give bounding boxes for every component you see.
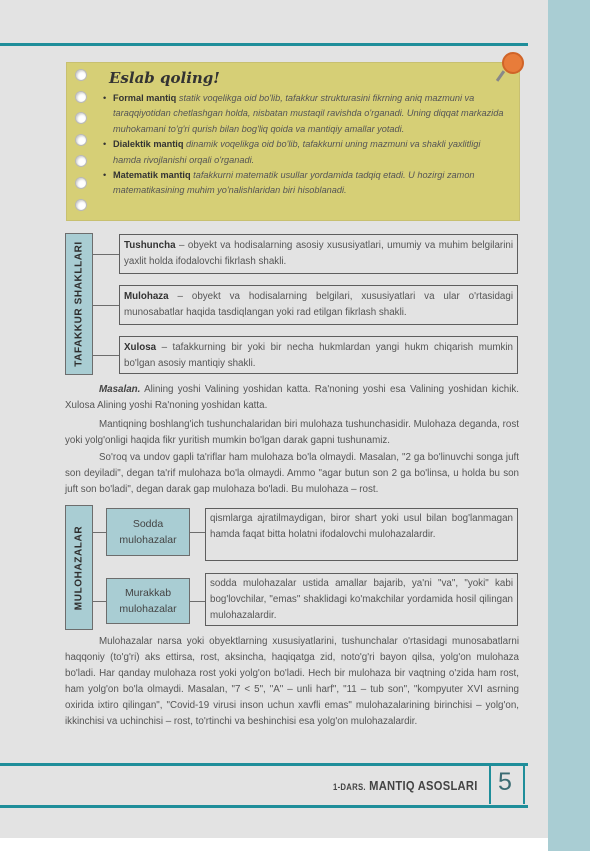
- lesson-title: [333, 778, 478, 793]
- definition-term: Xulosa: [124, 342, 157, 353]
- page-number: 5: [498, 768, 512, 796]
- connector-line: [190, 532, 205, 533]
- note-title: Eslab qoling!: [109, 69, 220, 87]
- connector-line: [93, 254, 119, 255]
- murakkab-mulohazalar-chip: Murakkab mulohazalar: [106, 578, 190, 624]
- connector-line: [93, 305, 119, 306]
- right-margin-bar: [548, 0, 590, 851]
- body-paragraph: Mantiqning boshlang'ich tushunchalaridan biri mulohaza tushunchasidir. Mulohaza deganda, rost yoki yolg'onligi haqida fikr yuritish mumkin bo'lgan darak gapni tushunamiz.: [65, 419, 519, 446]
- definition-tushuncha: [119, 234, 518, 274]
- note-item-text: dinamik voqelikga oid bo'lib, tafakkurni uning mazmuni va shakli yaxlitligi hamda rivojlanishi orqali o'rganadi.: [113, 139, 481, 165]
- definition-text: – tafakkurning bir yoki bir necha hukmlardan yangi hukm chiqarish mumkin bo'lgan asosiy mantiqiy shakli.: [124, 342, 513, 369]
- connector-line: [93, 601, 106, 602]
- example-paragraph: [65, 382, 519, 414]
- ring-icon: [75, 112, 87, 124]
- note-item-term: Matematik mantiq: [113, 170, 191, 181]
- ring-icon: [75, 134, 87, 146]
- example-text: Alining yoshi Valining yoshidan katta. Ra'noning yoshi esa Valining yoshidan kichik. Xulosa Alining yoshi Ra'noning yoshidan katta.: [65, 384, 519, 411]
- lesson-prefix: 1-DARS.: [333, 782, 366, 792]
- footer-rule-bottom: [0, 805, 528, 808]
- ring-icon: [75, 199, 87, 211]
- note-item-term: Formal mantiq: [113, 93, 177, 103]
- bottom-strip: [0, 838, 548, 851]
- definition-xulosa: [119, 336, 518, 374]
- sodda-mulohazalar-description: qismlarga ajratilmaydigan, biror shart yoki usul bilan bog'lanmagan hamda faqat bitta holatni ifodalovchi mulohazalardir.: [205, 508, 518, 561]
- murakkab-mulohazalar-description: sodda mulohazalar ustida amallar bajarib, ya'ni "va", "yoki" kabi bog'lovchilar, "emas" shaklidagi ko'makchilar yordamida hosil qilingan mulohazalardir.: [205, 573, 518, 626]
- example-lead: Masalan.: [99, 384, 141, 395]
- ring-icon: [75, 91, 87, 103]
- remember-note: [66, 62, 520, 221]
- ring-icon: [75, 177, 87, 189]
- note-item-text: statik voqelikga oid bo'lib, tafakkur strukturasini fikrning aniq mazmuni va taraqqiyotidan chetlashgan holda, nisbatan mustaqil ravishda o'rganadi. Uning diqqat markazida muhokamani to'g'ri qurish bilan bog'liq qoida va mantiqiy amallar yotadi.: [113, 93, 504, 134]
- ring-icon: [75, 155, 87, 167]
- lesson-name: MANTIQ ASOSLARI: [365, 778, 478, 793]
- note-item: [103, 168, 508, 199]
- note-item: [103, 137, 508, 168]
- notebook-rings: [75, 69, 89, 220]
- ring-icon: [75, 69, 87, 81]
- note-item-text: tafakkurni matematik usullar yordamida tadqiq etadi. U hozirgi zamon matematikasining muhim yo'nalishlaridan biri hisoblanadi.: [113, 170, 475, 196]
- tafakkur-shakllari-label: [65, 233, 93, 375]
- top-rule: [0, 43, 528, 46]
- mulohazalar-label: [65, 505, 93, 630]
- definition-term: Mulohaza: [124, 291, 169, 302]
- definition-mulohaza: [119, 285, 518, 325]
- note-item: [103, 91, 508, 137]
- definition-text: – obyekt va hodisalarning asosiy xususiyatlari, umumiy va muhim belgilarini yaxlit holda ifodalovchi fikrlash shakli.: [124, 240, 513, 267]
- definition-term: Tushuncha: [124, 240, 176, 251]
- sodda-mulohazalar-chip: Sodda mulohazalar: [106, 508, 190, 556]
- mulohazalar-label-text: MULOHAZALAR: [73, 525, 85, 610]
- body-paragraph: Mulohazalar narsa yoki obyektlarning xususiyatlarini, tushunchalar o'rtasidagi munosabatlarni haqqoniy (to'g'ri) aks ettirsa, rost, aksincha, haqiqatga zid, noto'g'ri bayon qilsa, yolg'on mulohaza bo'ladi. Har qanday mulohaza rost yoki yolg'on bo'ladi. Hech bir mulohaza bir vaqtning o'zida ham rost, ham yolg'on bo'la olmaydi. Masalan, "7 < 5", "A" – unli harf", "11 – tub son", "kompyuter XVI asrning oxirida ixtiro qilingan", "Covid-19 virusi inson uchun xavfli emas" mulohazalarining birinchisi – yolg'on, ikkinchisi va uchinchisi – rost, to'rtinchi va beshinchisi esa yolg'on mulohazalardir.: [65, 636, 519, 727]
- tafakkur-label-text: TAFAKKUR SHAKLLARI: [73, 241, 85, 367]
- connector-line: [190, 601, 205, 602]
- note-list: [103, 91, 508, 199]
- footer-rule-top: [0, 763, 528, 766]
- pushpin-icon: [502, 52, 524, 74]
- note-item-term: Dialektik mantiq: [113, 139, 184, 150]
- body-paragraph: So'roq va undov gapli ta'riflar ham mulohaza bo'la olmaydi. Masalan, "2 ga bo'linuvchi songa juft son deyiladi", degan ta'rif mulohaza bo'la olmaydi. Ammo "agar butun son 2 ga bo'linsa, u holda bu son juft son bo'ladi", degan darak gap mulohaza bo'ladi. Bu mulohaza – rost.: [65, 452, 519, 495]
- connector-line: [93, 355, 119, 356]
- definition-text: – obyekt va hodisalarning belgilari, xususiyatlari va ular o'rtasidagi munosabatlar haqida tasdiqlangan yoki rad etilgan fikrlash shakli.: [124, 291, 513, 318]
- connector-line: [93, 532, 106, 533]
